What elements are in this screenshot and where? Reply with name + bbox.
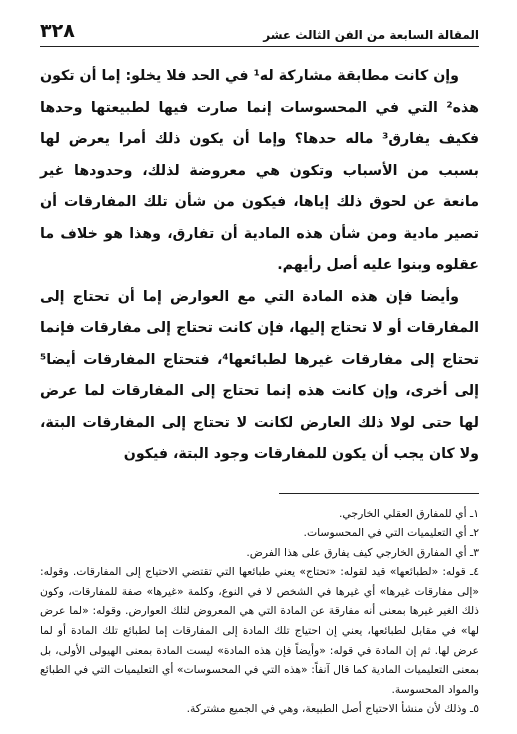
paragraph: وأيضا فإن هذه المادة التي مع العوارض إما أن تحتاج إلى المفارقات أو لا تحتاج إليها، فإن كانت تحتاج إلى مفارقات فإنما تحتاج إلى مفارقات غيرها لطبائعها⁴، فتحتاج المفارقات أيضا⁵ إلى أخرى، وإن كانت هذه إنما تحتاج إلى المفارقات لما عرض لها حتى لولا ذلك العارض لكانت لا تحتاج إلى المفارقات البتة، ولا كان يجب أن يكون للمفارقات وجود البتة، فيكون <box>40 288 479 462</box>
footnotes <box>40 504 479 720</box>
page-number: ٣٢٨ <box>40 20 75 42</box>
footnote: ٣ـ أي المفارق الخارجي كيف يفارق على هذا الفرض. <box>246 545 479 559</box>
paragraph: وإن كانت مطابقة مشاركة له¹ في الحد فلا يخلو: إما أن تكون هذه² التي في المحسوسات إنما صارت فيها لطبيعتها وحدها فكيف يفارق³ ماله حدها؟ وإما أن يكون ذلك أمرا يعرض لها بسبب من الأسباب وتكون هي معروضة لذلك، وحدودها غير مانعة عن لحوق ذلك إياها، فيكون من شأن تلك المفارقات أن تصير مادية ومن شأن هذه المادية أن تفارق، وهذا هو خلاف ما عقلوه وبنوا عليه أصل رأيهم. <box>40 68 479 273</box>
footnote: ٤ـ قوله: «لطبائعها» قيد لقوله: «تحتاج» يعني طبائعها التي تقتضي الاحتياج إلى المفارقات. وقوله: «إلى مفارقات غيرها» أي غيرها في الشخص لا في النوع، وكلمة «غيرها» صفة للمفارقات، وكون ذلك الغير غيرها بمعنى أنه مفارقة عن المادة التي هي المعروض لتلك العوارض. وقوله: «لما عرض لها» في مقابل لطبائعها، يعني إن احتياج تلك المادة إلى المفارقات إما لطبائع تلك المادة أو لما عرض لها. ثم إن المادة في قوله: «وأيضاً فإن هذه المادة» ليست المادة بمعنى الهيولى الأولى، بل بمعنى التعليميات المادية كما قال آنفاً: «هذه التي في المحسوسات» أي التعليميات التي في الطبائع والمواد المحسوسة. <box>40 565 479 696</box>
footnote: ١ـ أي للمفارق العقلي الخارجي. <box>338 506 479 520</box>
footnote: ٥ـ وذلك لأن منشأ الاحتياج أصل الطبيعة، وهي في الجميع مشتركة. <box>186 702 479 716</box>
footnote: ٢ـ أي التعليميات التي في المحسوسات. <box>303 526 479 540</box>
footnote-divider <box>279 493 479 494</box>
running-title: المقالة السابعة من الفن الثالث عشر <box>263 28 479 42</box>
main-text <box>40 61 479 471</box>
page-header <box>40 16 479 47</box>
